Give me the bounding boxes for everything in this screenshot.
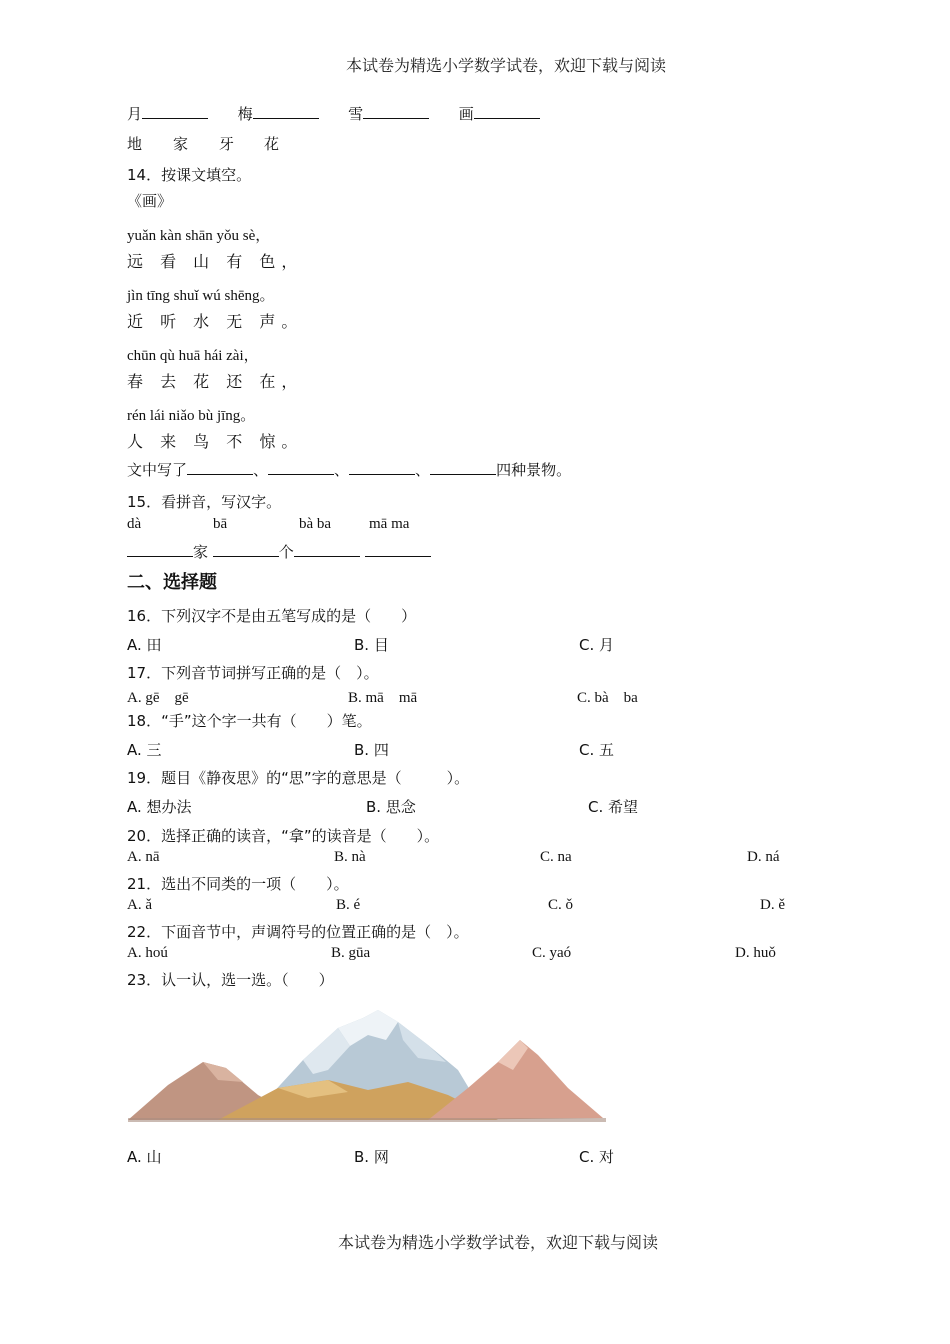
option-a[interactable]: A. 三 [127, 741, 162, 759]
answer-blank[interactable] [294, 542, 360, 557]
option-b[interactable]: B. 四 [354, 741, 389, 759]
q13-row2 [127, 133, 279, 154]
option-a[interactable]: A. 田 [127, 636, 162, 654]
q13-char: 地 [127, 135, 143, 153]
option-b[interactable]: B. 思念 [366, 798, 416, 816]
option-b[interactable]: B. 目 [354, 636, 389, 654]
q15-answer-line [127, 541, 431, 562]
option-a[interactable]: A. 山 [127, 1148, 162, 1166]
answer-blank[interactable] [349, 460, 415, 475]
option-a[interactable]: A. nā [127, 849, 160, 865]
question-16: 16．下列汉字不是由五笔写成的是（ ） [127, 607, 417, 625]
q13-char: 雪 [348, 105, 364, 123]
option-d[interactable]: D. ě [760, 897, 785, 913]
answer-blank[interactable] [363, 104, 429, 119]
poem-hanzi-4: 人 来 鸟 不 惊。 [127, 432, 304, 451]
question-20: 20．选择正确的读音，“拿”的读音是（ ）。 [127, 827, 440, 845]
q14-fill-line [127, 459, 571, 480]
q13-char: 月 [127, 105, 143, 123]
question-21: 21．选出不同类的一项（ ）。 [127, 875, 349, 893]
answer-blank[interactable] [253, 104, 319, 119]
q13-char: 牙 [219, 135, 235, 153]
option-b[interactable]: B. 网 [354, 1148, 389, 1166]
poem-pinyin-4: rén lái niǎo bù jīng。 [127, 408, 256, 424]
option-c[interactable]: C. ǒ [548, 897, 574, 913]
fill-separator: 、 [253, 461, 269, 479]
fill-prefix: 文中写了 [127, 461, 188, 479]
option-c[interactable]: C. 五 [579, 741, 615, 759]
q15-char: 家 [193, 543, 209, 561]
option-c[interactable]: C. 月 [579, 636, 615, 654]
poem-pinyin-1: yuǎn kàn shān yǒu sè， [127, 228, 271, 244]
mountain-illustration [128, 1000, 608, 1128]
q15-title: 15．看拼音，写汉字。 [127, 493, 282, 511]
fill-separator: 、 [334, 461, 350, 479]
option-a[interactable]: A. gē gē [127, 690, 189, 706]
option-d[interactable]: D. ná [747, 849, 780, 865]
poem-hanzi-1: 远 看 山 有 色， [127, 252, 304, 271]
option-a[interactable]: A. 想办法 [127, 798, 192, 816]
fill-suffix: 四种景物。 [496, 461, 572, 479]
q15-pinyin-3: bà ba [299, 516, 332, 532]
option-b[interactable]: B. nà [334, 849, 366, 865]
poem-hanzi-2: 近 听 水 无 声。 [127, 312, 304, 331]
q14-title: 14．按课文填空。 [127, 166, 252, 184]
page-footer: 本试卷为精选小学数学试卷，欢迎下载与阅读 [338, 1233, 659, 1252]
poem-hanzi-3: 春 去 花 还 在， [127, 372, 304, 391]
q13-row1 [127, 103, 540, 124]
question-17: 17．下列音节词拼写正确的是（ ）。 [127, 664, 379, 682]
answer-blank[interactable] [142, 104, 208, 119]
q15-pinyin-4: mā ma [369, 516, 410, 532]
option-a[interactable]: A. hoú [127, 945, 168, 961]
poem-pinyin-3: chūn qù huā hái zài， [127, 348, 259, 364]
question-19: 19．题目《静夜思》的“思”字的意思是（ ）。 [127, 769, 470, 787]
answer-blank[interactable] [127, 542, 193, 557]
answer-blank[interactable] [187, 460, 253, 475]
poem-title: 《画》 [127, 192, 173, 210]
answer-blank[interactable] [430, 460, 496, 475]
page-header: 本试卷为精选小学数学试卷，欢迎下载与阅读 [346, 56, 667, 75]
question-22: 22．下面音节中，声调符号的位置正确的是（ ）。 [127, 923, 469, 941]
q13-char: 家 [173, 135, 189, 153]
option-b[interactable]: B. é [336, 897, 361, 913]
q13-char: 画 [458, 105, 474, 123]
q15-pinyin-1: dà [127, 516, 142, 532]
option-b[interactable]: B. mā mā [348, 690, 418, 706]
section-heading: 二、选择题 [127, 572, 217, 593]
question-18: 18．“手”这个字一共有（ ）笔。 [127, 712, 372, 730]
answer-blank[interactable] [365, 542, 431, 557]
q15-char: 个 [278, 543, 294, 561]
poem-pinyin-2: jìn tīng shuǐ wú shēng。 [127, 288, 275, 304]
option-c[interactable]: C. na [540, 849, 572, 865]
option-a[interactable]: A. ǎ [127, 897, 152, 913]
option-c[interactable]: C. 希望 [588, 798, 639, 816]
option-c[interactable]: C. 对 [579, 1148, 615, 1166]
answer-blank[interactable] [213, 542, 279, 557]
option-c[interactable]: C. bà ba [577, 690, 638, 706]
option-c[interactable]: C. yaó [532, 945, 572, 961]
q13-char: 梅 [237, 105, 253, 123]
option-b[interactable]: B. gūa [331, 945, 371, 961]
option-d[interactable]: D. huǒ [735, 945, 776, 961]
answer-blank[interactable] [474, 104, 540, 119]
fill-separator: 、 [415, 461, 431, 479]
q13-char: 花 [264, 135, 280, 153]
question-23: 23．认一认，选一选。（ ） [127, 971, 334, 989]
q15-pinyin-2: bā [213, 516, 228, 532]
answer-blank[interactable] [268, 460, 334, 475]
